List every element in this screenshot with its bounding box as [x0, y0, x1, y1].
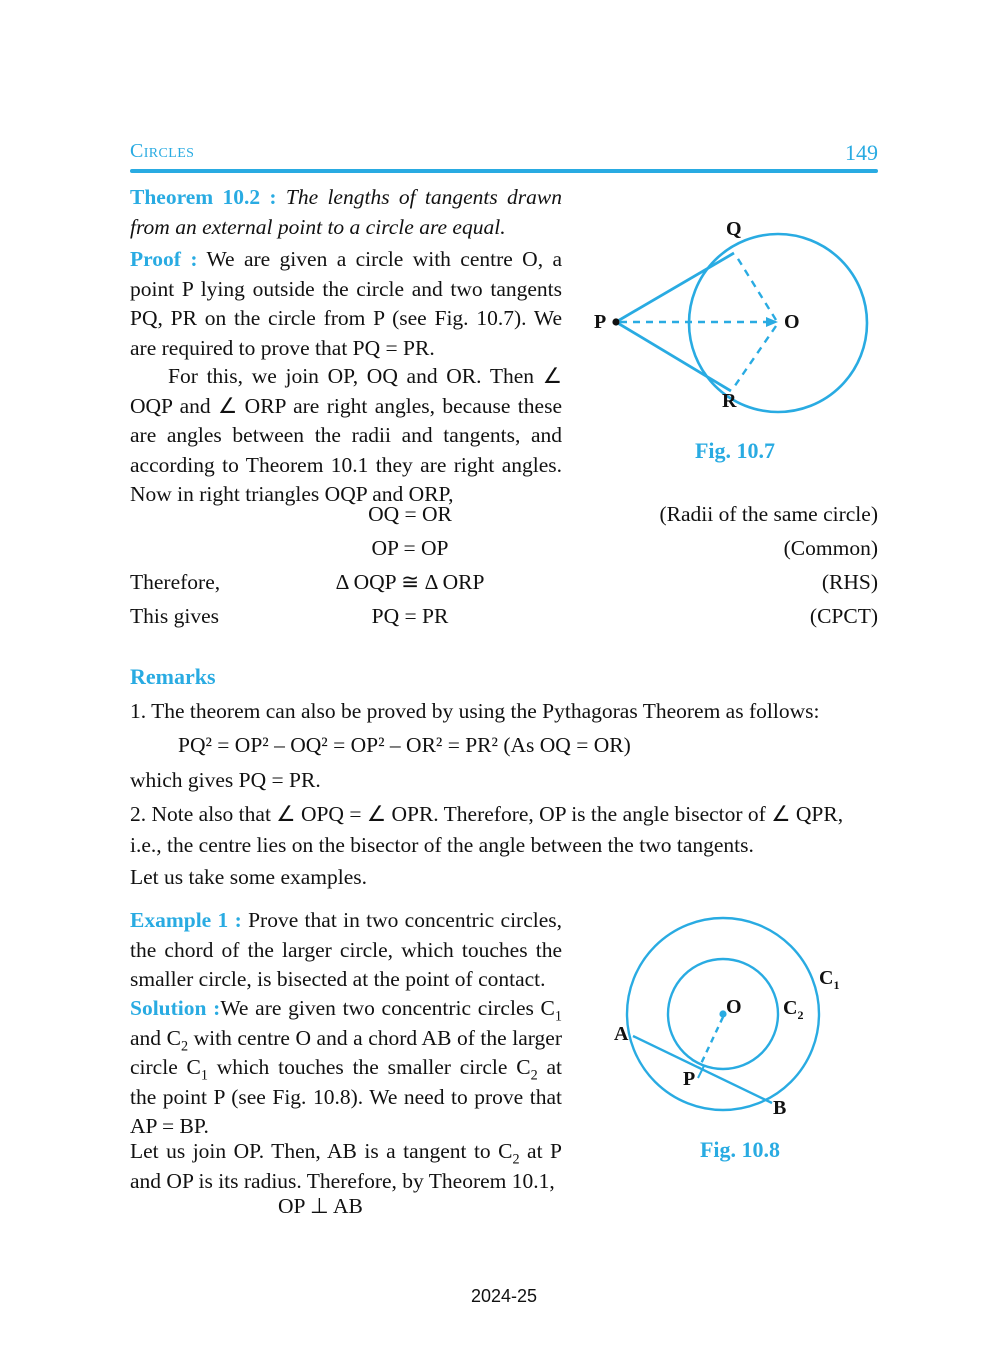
step-statement: Δ OQP ≅ Δ ORP — [335, 570, 485, 594]
remarks-closing: Let us take some examples. — [130, 865, 368, 889]
label-o: O — [784, 311, 800, 333]
step-reason: (RHS) — [821, 570, 878, 594]
step-reason: (Common) — [783, 536, 878, 560]
label-a: A — [614, 1023, 629, 1045]
proof-step-row — [130, 565, 878, 599]
remark-1: 1. The theorem can also be proved by using the Pythagoras Theorem as follows: — [130, 699, 820, 723]
proof-step-row — [130, 497, 878, 531]
proof-paragraph-1 — [130, 245, 562, 363]
page-footer: 2024-25 — [470, 1286, 538, 1306]
example-statement: Prove that in two concentric circles, the chord of the larger circle, which touches the smaller circle, is bisected at the point of contact. — [130, 908, 562, 991]
proof-text-2: ∠ OQP and ∠ ORP are right angles, because these are angles between the radii and tangents, and according to Theorem 10.1 they are right angles. Now in right triangles OQP and ORP, — [130, 364, 562, 506]
label-b: B — [773, 1097, 787, 1119]
remark-1-conclusion: which gives PQ = PR. — [130, 768, 321, 792]
theorem-block — [130, 183, 562, 242]
page-number: 149 — [845, 140, 878, 165]
step-statement: OQ = OR — [368, 502, 452, 526]
step-statement: OP = OP — [371, 536, 449, 560]
label-q: Q — [726, 218, 742, 240]
dashed-segment-oq — [735, 254, 776, 320]
figure-10-7 — [580, 215, 890, 430]
dashed-segment-or — [732, 326, 776, 390]
step-lead: This gives — [130, 604, 219, 628]
label-c2-letter: C — [783, 997, 798, 1019]
circle-subscript: 2 — [180, 1037, 189, 1054]
example-label: Example 1 : — [130, 908, 242, 932]
solution-text-c: with centre O and a chord AB of the larger circle C — [130, 1025, 562, 1079]
proof-step-row — [130, 599, 878, 633]
figure-10-8-caption: Fig. 10.8 — [699, 1137, 781, 1162]
remark-2: 2. Note also that ∠ OPQ = ∠ OPR. Therefore, OP is the angle bisector of ∠ QPR, i.e., the centre lies on the bisector of the angle between the two tangents. — [130, 802, 844, 857]
example-block — [130, 906, 562, 995]
circle-subscript: 2 — [512, 1151, 520, 1168]
step-reason: (CPCT) — [809, 604, 878, 628]
theorem-label: Theorem 10.2 : — [130, 185, 277, 209]
solution-formula: OP ⊥ AB — [278, 1194, 363, 1218]
circle-subscript: 2 — [530, 1067, 538, 1084]
proof-text-2-lead: For this, we join OP, OQ and OR. Then — [168, 364, 543, 388]
running-head — [130, 140, 878, 170]
solution-paragraph-2 — [130, 1137, 562, 1196]
solution-p2-a: Let us join OP. Then, AB is a tangent to C — [130, 1139, 513, 1163]
label-r: R — [722, 390, 737, 412]
solution-block — [130, 994, 562, 1142]
theorem-statement: The lengths of tangents drawn from an external point to a circle are equal. — [130, 185, 563, 239]
label-o: O — [726, 996, 742, 1018]
label-c1 — [819, 967, 839, 990]
step-reason: (Radii of the same circle) — [659, 502, 878, 526]
proof-text-1: We are given a circle with centre O, a point P lying outside the circle and two tangents PQ, PR on the circle from P (see Fig. 10.7). We are required to prove that PQ = PR. — [130, 247, 562, 360]
point-p-dot — [612, 318, 619, 325]
tangent-line-pr — [616, 322, 731, 391]
label-c1-subscript: 1 — [833, 978, 840, 992]
figure-10-7-caption: Fig. 10.7 — [694, 438, 776, 463]
figure-10-8 — [600, 905, 880, 1130]
congruence-proof-steps — [130, 497, 878, 633]
remark-1-formula: PQ² = OP² – OQ² = OP² – OR² = PR² (As OQ = OR) — [178, 733, 631, 757]
label-c2 — [783, 997, 803, 1020]
label-p: P — [594, 311, 607, 333]
proof-paragraph-2 — [130, 362, 562, 510]
solution-text-a: We are given two concentric circles C — [220, 996, 555, 1020]
header-rule — [130, 169, 878, 173]
solution-text-b: and C — [130, 1025, 181, 1050]
circle-subscript: 1 — [554, 1008, 562, 1025]
solution-text-e: at the point P (see Fig. 10.8). We need to prove that AP = BP. — [130, 1055, 562, 1138]
solution-text-d: which touches the smaller circle C — [207, 1055, 531, 1079]
dashed-radius-op — [699, 1017, 723, 1068]
tangent-line-pq — [616, 253, 734, 322]
step-statement: PQ = PR — [371, 604, 449, 628]
label-c1-letter: C — [819, 967, 834, 989]
solution-p2-b: at P and OP is its radius. Therefore, by Theorem 10.1, — [130, 1139, 562, 1193]
proof-step-row — [130, 531, 878, 565]
chapter-title: Circles — [130, 140, 195, 162]
circle-subscript: 1 — [200, 1067, 208, 1084]
label-p: P — [683, 1068, 696, 1090]
step-lead: Therefore, — [130, 570, 221, 594]
remarks-heading: Remarks — [130, 664, 216, 689]
label-c2-subscript: 2 — [797, 1008, 804, 1022]
proof-label: Proof : — [130, 247, 198, 271]
solution-label: Solution : — [130, 996, 221, 1020]
